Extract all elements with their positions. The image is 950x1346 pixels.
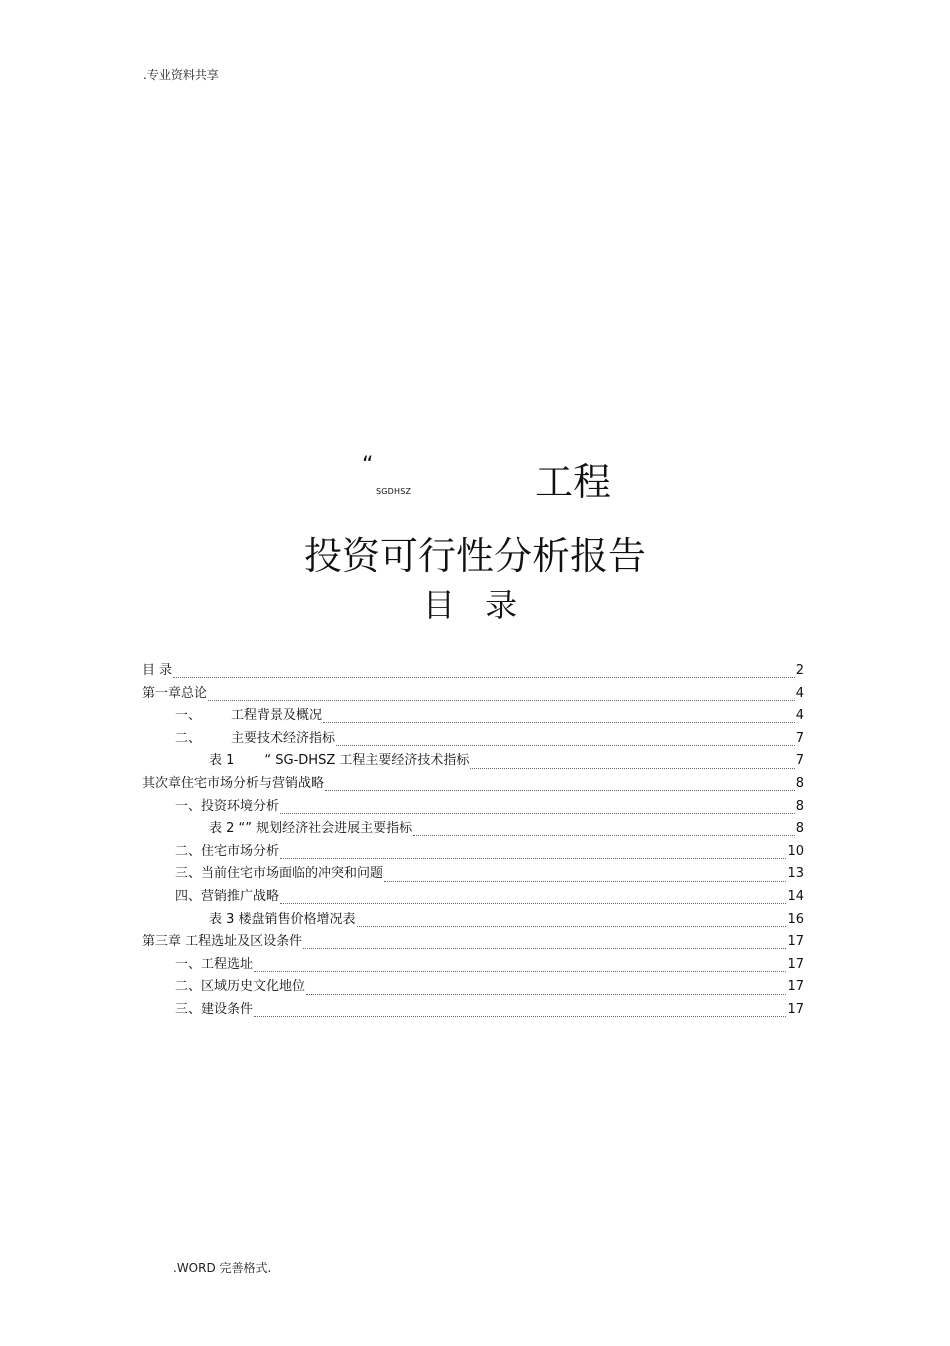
toc-dot-leader	[280, 902, 786, 904]
toc-entry-label: 其次章住宅市场分析与营销战略	[142, 775, 325, 791]
project-code: SGDHSZ	[376, 487, 412, 496]
toc-heading: 目 录	[422, 586, 528, 624]
toc-entry-label: 二、住宅市场分析	[175, 843, 280, 859]
title-quote: “	[362, 453, 374, 478]
toc-entry[interactable]	[142, 683, 804, 706]
toc-entry[interactable]	[142, 909, 804, 932]
toc-dot-leader	[384, 880, 786, 882]
toc-entry-label: 三、当前住宅市场面临的冲突和问题	[175, 866, 384, 882]
toc-entry-page: 7	[795, 753, 804, 769]
toc-dot-leader	[336, 744, 795, 746]
toc-entry[interactable]	[142, 818, 804, 841]
toc-entry[interactable]	[142, 886, 804, 909]
toc-dot-leader	[280, 857, 786, 859]
toc-entry[interactable]	[142, 954, 804, 977]
toc-entry-page: 13	[787, 866, 804, 882]
toc-entry[interactable]	[142, 728, 804, 751]
toc-entry-number: 二、	[175, 730, 202, 746]
toc-entry-label: 四、营销推广战略	[175, 888, 280, 904]
toc-entry-label: 三、建设条件	[175, 1001, 254, 1017]
toc-entry-page: 8	[795, 821, 804, 837]
toc-dot-leader	[173, 676, 795, 678]
toc-entry-page: 4	[795, 708, 804, 724]
toc-entry[interactable]	[142, 750, 804, 773]
toc-dot-leader	[323, 721, 795, 723]
toc-entry[interactable]	[142, 773, 804, 796]
toc-entry-number: 表 1	[209, 753, 235, 769]
toc-entry[interactable]	[142, 863, 804, 886]
toc-dot-leader	[325, 789, 795, 791]
toc-dot-leader	[280, 812, 795, 814]
toc-entry-page: 10	[787, 843, 804, 859]
toc-dot-leader	[306, 993, 786, 995]
toc-entry-label: 一、投资环境分析	[175, 798, 280, 814]
toc-entry-label: 目 录	[142, 663, 173, 678]
toc-entry[interactable]	[142, 976, 804, 999]
title-project: 工程	[535, 460, 612, 504]
table-of-contents	[142, 660, 804, 1022]
toc-entry-label: 二、区域历史文化地位	[175, 979, 306, 995]
toc-entry-label: 一、工程选址	[175, 956, 254, 972]
toc-entry-label: “ SG-DHSZ 工程主要经济技术指标	[264, 753, 470, 769]
toc-entry-page: 2	[795, 663, 804, 678]
toc-entry-page: 17	[787, 1001, 804, 1017]
toc-dot-leader	[470, 767, 794, 769]
toc-entry[interactable]	[142, 660, 804, 683]
footer-note: .WORD 完善格式.	[173, 1261, 272, 1275]
toc-entry-page: 8	[795, 798, 804, 814]
toc-entry-page: 16	[787, 911, 804, 927]
toc-entry-label: 主要技术经济指标	[231, 730, 336, 746]
toc-entry[interactable]	[142, 999, 804, 1022]
toc-entry-page: 7	[795, 730, 804, 746]
toc-entry-page: 17	[787, 934, 804, 950]
toc-entry-page: 8	[795, 775, 804, 791]
toc-entry-page: 14	[787, 888, 804, 904]
toc-entry[interactable]	[142, 705, 804, 728]
toc-entry-page: 17	[787, 979, 804, 995]
toc-entry-label: 第一章总论	[142, 685, 208, 701]
toc-entry-page: 4	[795, 685, 804, 701]
header-note: .专业资料共享	[143, 68, 219, 82]
toc-dot-leader	[208, 699, 795, 701]
toc-dot-leader	[357, 925, 787, 927]
toc-entry[interactable]	[142, 796, 804, 819]
toc-entry-label: 第三章 工程选址及区设条件	[142, 934, 303, 950]
toc-entry[interactable]	[142, 841, 804, 864]
toc-entry-label: 表 3 楼盘销售价格增况表	[209, 911, 356, 927]
toc-entry-page: 17	[787, 956, 804, 972]
toc-entry-label: 表 2 “” 规划经济社会进展主要指标	[209, 821, 413, 837]
toc-entry-label: 工程背景及概况	[231, 708, 323, 724]
toc-entry-number: 一、	[175, 708, 202, 724]
toc-dot-leader	[254, 1015, 786, 1017]
toc-entry[interactable]	[142, 931, 804, 954]
toc-dot-leader	[303, 947, 786, 949]
toc-dot-leader	[413, 834, 795, 836]
report-title: 投资可行性分析报告	[303, 534, 646, 578]
toc-dot-leader	[254, 970, 786, 972]
